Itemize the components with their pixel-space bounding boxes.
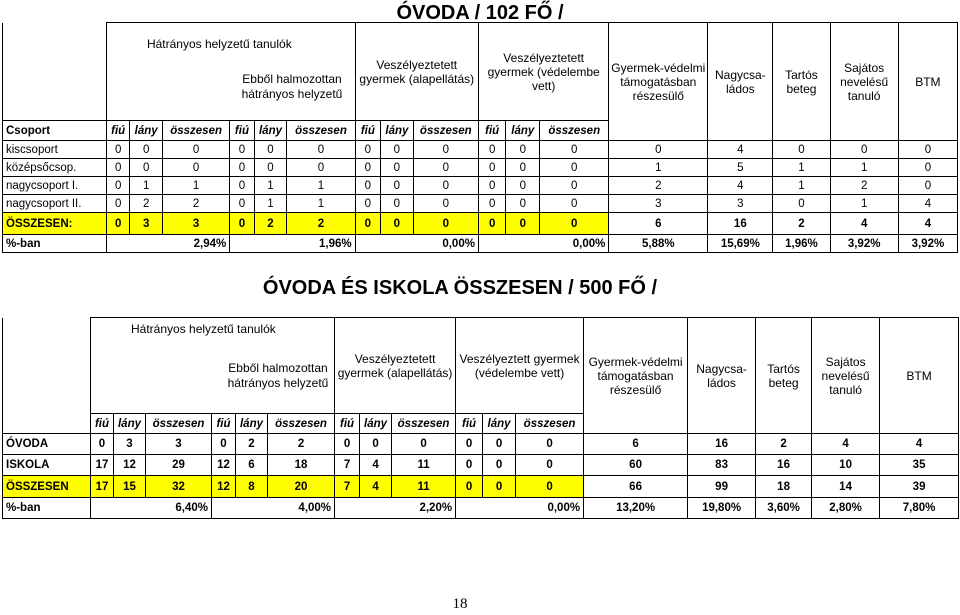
value-cell: 4 [708,177,773,195]
value-cell: 0 [413,195,478,213]
subheader-blank [3,414,91,434]
subheader-cell: fiú [355,121,380,141]
value-cell: 4 [880,434,959,455]
value-cell: 1 [287,195,355,213]
value-cell: 2 [236,434,268,455]
value-cell: 0 [91,434,114,455]
percent-label: %-ban [3,498,91,519]
value-cell: 0 [130,141,163,159]
subheader-cell: lány [483,414,516,434]
table-row [3,195,958,213]
total-cell: 17 [91,476,114,498]
group-label: Csoport [3,121,107,141]
row-label: nagycsoport I. [3,177,107,195]
percent-cell: 19,80% [688,498,756,519]
value-cell: 3 [114,434,146,455]
header-sajatos: Sajátos nevelésű tanuló [830,23,898,141]
header-hatranyos: Hátrányos helyzetű tanulók [106,23,355,121]
subheader-cell: összesen [268,414,335,434]
value-cell: 16 [756,455,812,476]
percent-cell: 2,80% [812,498,880,519]
percent-cell: 2,20% [335,498,456,519]
total-cell: 0 [483,476,516,498]
total-cell: 0 [456,476,483,498]
row-label: kiscsoport [3,141,107,159]
value-cell: 0 [254,141,287,159]
percent-cell: 15,69% [708,235,773,253]
value-cell: 17 [91,455,114,476]
value-cell: 0 [130,159,163,177]
value-cell: 0 [516,455,584,476]
value-cell: 0 [381,141,414,159]
header-btm: BTM [880,318,959,434]
value-cell: 0 [478,141,506,159]
total-cell: 12 [212,476,236,498]
total-cell: 20 [268,476,335,498]
total-cell: 0 [230,213,254,235]
page-number: 18 [452,596,468,612]
table-ovoda [2,22,958,253]
subheader-cell: lány [506,121,540,141]
subheader-cell: lány [381,121,414,141]
value-cell: 0 [540,159,609,177]
total-cell: 14 [812,476,880,498]
value-cell: 0 [335,434,360,455]
header-vesz-vedelem: Veszélyeztett gyermek (védelembe vett) [456,318,584,414]
header-btm: BTM [898,23,957,141]
total-cell: 6 [609,213,708,235]
percent-label: %-ban [3,235,107,253]
value-cell: 0 [516,434,584,455]
row-label: ÓVODA [3,434,91,455]
value-cell: 0 [540,177,609,195]
total-cell: 2 [287,213,355,235]
total-cell: 3 [130,213,163,235]
value-cell: 2 [162,195,229,213]
value-cell: 2 [756,434,812,455]
total-cell: 0 [413,213,478,235]
value-cell: 1 [773,177,830,195]
value-cell: 4 [812,434,880,455]
value-cell: 1 [609,159,708,177]
table-row [3,177,958,195]
value-cell: 0 [355,195,380,213]
subheader-cell: lány [130,121,163,141]
value-cell: 0 [287,141,355,159]
value-cell: 1 [254,177,287,195]
value-cell: 1 [287,177,355,195]
value-cell: 0 [413,159,478,177]
value-cell: 0 [898,159,957,177]
value-cell: 0 [483,455,516,476]
subheader-cell: lány [114,414,146,434]
value-cell: 3 [609,195,708,213]
total-cell: 11 [392,476,456,498]
value-cell: 2 [268,434,335,455]
value-cell: 0 [456,455,483,476]
value-cell: 10 [812,455,880,476]
subheader-cell: összesen [413,121,478,141]
value-cell: 1 [830,159,898,177]
value-cell: 2 [130,195,163,213]
total-cell: 66 [584,476,688,498]
total-cell: 18 [756,476,812,498]
value-cell: 0 [230,195,254,213]
percent-cell: 0,00% [456,498,584,519]
total-cell: 15 [114,476,146,498]
value-cell: 60 [584,455,688,476]
value-cell: 29 [146,455,212,476]
value-cell: 0 [355,159,380,177]
value-cell: 0 [506,177,540,195]
total-cell: 4 [360,476,392,498]
value-cell: 0 [230,159,254,177]
percent-cell: 3,92% [898,235,957,253]
value-cell: 0 [162,141,229,159]
value-cell: 3 [708,195,773,213]
value-cell: 0 [230,141,254,159]
table-row [3,159,958,177]
value-cell: 0 [773,141,830,159]
value-cell: 16 [688,434,756,455]
subheader-cell: lány [360,414,392,434]
total-cell: 4 [830,213,898,235]
value-cell: 0 [392,434,456,455]
subheader-cell: fiú [106,121,129,141]
subheader-cell: összesen [540,121,609,141]
total-cell: 99 [688,476,756,498]
corner-cell [3,318,91,414]
percent-row [3,498,959,519]
value-cell: 0 [898,177,957,195]
percent-cell: 6,40% [91,498,212,519]
value-cell: 0 [106,141,129,159]
subheader-cell: fiú [456,414,483,434]
value-cell: 35 [880,455,959,476]
total-cell: 8 [236,476,268,498]
value-cell: 1 [773,159,830,177]
total-cell: 0 [106,213,129,235]
value-cell: 2 [609,177,708,195]
total-cell: 0 [381,213,414,235]
title-ovoda: ÓVODA / 102 FŐ / [396,2,564,24]
value-cell: 0 [355,141,380,159]
subheader-cell: összesen [392,414,456,434]
total-cell: 16 [708,213,773,235]
percent-cell: 1,96% [773,235,830,253]
value-cell: 0 [506,195,540,213]
percent-cell: 7,80% [880,498,959,519]
value-cell: 0 [609,141,708,159]
value-cell: 0 [540,195,609,213]
percent-cell: 3,92% [830,235,898,253]
value-cell: 83 [688,455,756,476]
value-cell: 0 [773,195,830,213]
row-label: nagycsoport II. [3,195,107,213]
subheader-cell: összesen [287,121,355,141]
header-nagycsalados: Nagycsa-ládos [708,23,773,141]
value-cell: 0 [162,159,229,177]
total-row [3,476,959,498]
value-cell: 0 [254,159,287,177]
value-cell: 7 [335,455,360,476]
percent-cell: 5,88% [609,235,708,253]
table-row [3,141,958,159]
value-cell: 0 [540,141,609,159]
percent-cell: 0,00% [355,235,478,253]
percent-cell: 13,20% [584,498,688,519]
value-cell: 0 [506,141,540,159]
header-tartos-beteg: Tartós beteg [756,318,812,434]
total-label: ÖSSZESEN: [3,213,107,235]
header-halmozott: Ebből halmozottan hátrányos helyzetű [227,361,329,390]
table-row [3,434,959,455]
subheader-cell: összesen [162,121,229,141]
value-cell: 0 [381,159,414,177]
percent-cell: 1,96% [230,235,355,253]
header-vesz-vedelem: Veszélyeztetett gyermek (védelembe vett) [478,23,608,121]
total-label: ÖSSZESEN [3,476,91,498]
value-cell: 0 [212,434,236,455]
header-hatranyos: Hátrányos helyzetű tanulók [91,318,335,414]
value-cell: 11 [392,455,456,476]
subheader-cell: összesen [516,414,584,434]
subheader-cell: összesen [146,414,212,434]
value-cell: 0 [355,177,380,195]
header-vesz-alap: Veszélyeztetett gyermek (alapellátás) [355,23,478,121]
percent-row [3,235,958,253]
header-tartos-beteg: Tartós beteg [773,23,830,141]
value-cell: 0 [413,141,478,159]
row-label: középsőcsop. [3,159,107,177]
subheader-cell: lány [236,414,268,434]
subheader-cell: fiú [230,121,254,141]
header-vesz-alap: Veszélyeztetett gyermek (alapellátás) [335,318,456,414]
total-cell: 2 [773,213,830,235]
value-cell: 1 [130,177,163,195]
value-cell: 0 [360,434,392,455]
row-label: ISKOLA [3,455,91,476]
value-cell: 0 [381,195,414,213]
value-cell: 1 [162,177,229,195]
table-row [3,455,959,476]
percent-cell: 3,60% [756,498,812,519]
subheader-cell: fiú [212,414,236,434]
header-gyermekvedelmi: Gyermek-védelmi támogatásban részesülő [609,23,708,141]
header-halmozott: Ebből halmozottan hátrányos helyzetű [241,72,343,101]
total-cell: 3 [162,213,229,235]
value-cell: 0 [413,177,478,195]
title-ovoda-iskola: ÓVODA ÉS ISKOLA ÖSSZESEN / 500 FŐ / [262,277,658,299]
corner-cell [3,23,107,121]
value-cell: 5 [708,159,773,177]
total-cell: 32 [146,476,212,498]
value-cell: 18 [268,455,335,476]
total-row [3,213,958,235]
percent-cell: 2,94% [106,235,229,253]
value-cell: 12 [114,455,146,476]
value-cell: 4 [708,141,773,159]
value-cell: 6 [584,434,688,455]
total-cell: 0 [516,476,584,498]
total-cell: 39 [880,476,959,498]
value-cell: 4 [898,195,957,213]
value-cell: 6 [236,455,268,476]
value-cell: 0 [287,159,355,177]
header-gyermekvedelmi: Gyermek-védelmi támogatásban részesülő [584,318,688,434]
subheader-cell: fiú [335,414,360,434]
value-cell: 4 [360,455,392,476]
value-cell: 3 [146,434,212,455]
header-sajatos: Sajátos nevelésű tanuló [812,318,880,434]
value-cell: 0 [478,159,506,177]
value-cell: 0 [106,195,129,213]
value-cell: 0 [230,177,254,195]
value-cell: 0 [478,177,506,195]
total-cell: 4 [898,213,957,235]
total-cell: 0 [540,213,609,235]
value-cell: 0 [381,177,414,195]
value-cell: 1 [830,195,898,213]
value-cell: 0 [456,434,483,455]
total-cell: 0 [355,213,380,235]
value-cell: 2 [830,177,898,195]
value-cell: 0 [506,159,540,177]
subheader-cell: fiú [91,414,114,434]
subheader-cell: lány [254,121,287,141]
header-nagycsalados: Nagycsa-ládos [688,318,756,434]
value-cell: 12 [212,455,236,476]
value-cell: 1 [254,195,287,213]
table-ovoda-iskola [2,317,959,519]
total-cell: 0 [478,213,506,235]
total-cell: 2 [254,213,287,235]
value-cell: 0 [830,141,898,159]
percent-cell: 4,00% [212,498,335,519]
total-cell: 7 [335,476,360,498]
percent-cell: 0,00% [478,235,608,253]
value-cell: 0 [478,195,506,213]
value-cell: 0 [898,141,957,159]
subheader-cell: fiú [478,121,506,141]
value-cell: 0 [106,159,129,177]
value-cell: 0 [483,434,516,455]
total-cell: 0 [506,213,540,235]
value-cell: 0 [106,177,129,195]
